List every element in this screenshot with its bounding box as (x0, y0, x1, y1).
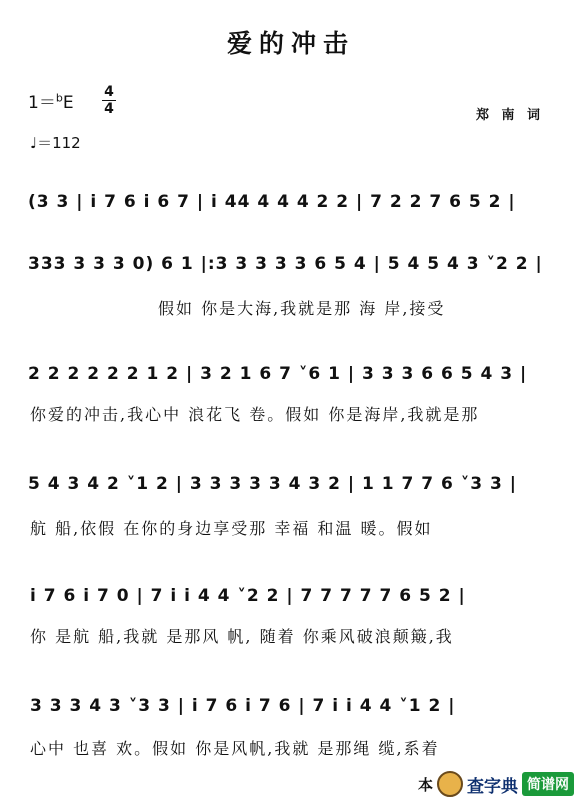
song-title: 爱的冲击 (226, 29, 355, 58)
time-signature (102, 84, 116, 117)
lyricist-credit: 郑 南 词 (476, 108, 545, 123)
score-line-1 (0, 190, 582, 218)
score-line-5 (0, 584, 582, 612)
notes-line-3: 2 2 2 2 2 2 1 2 | 3 2 1 6 7 ˅6 1 | 3 3 3 6 6 5 4 3 | (28, 364, 528, 384)
meter-bottom: 4 (104, 101, 114, 117)
score-line-6 (0, 694, 582, 722)
key-note: E (62, 93, 74, 113)
mascot-logo-icon (437, 771, 463, 797)
watermark-brand: 查字典 (467, 776, 518, 797)
notes-line-4: 5 4 3 4 2 ˅1 2 | 3 3 3 3 3 4 3 2 | 1 1 7 7 6 ˅3 3 | (28, 474, 517, 494)
key-prefix: 1＝ (28, 93, 56, 113)
notes-line-5: i 7 6 i 7 0 | 7 i i 4 4 ˅2 2 | 7 7 7 7 7 6 5 2 | (30, 586, 466, 606)
notes-line-1: (3 3 | i 7 6 i 6 7 | i 44 4 4 4 2 2 | 7 2 2 7 6 5 2 | (28, 192, 516, 212)
score-line-3 (0, 362, 582, 390)
watermark-tag: 简谱网 (522, 772, 574, 796)
lyric-line-5: 你 是航 船,我就 是那风 帆, 随着 你乘风破浪颠簸,我 (30, 627, 454, 646)
flat-sign: b (55, 91, 63, 105)
lyric-line-6: 心中 也喜 欢。假如 你是风帆,我就 是那绳 缆,系着 (30, 739, 440, 758)
meter-top: 4 (104, 84, 114, 100)
notes-line-2: 333 3 3 3 0) 6 1 |:3 3 3 3 3 6 5 4 | 5 4 5 4 3 ˅2 2 | (28, 254, 543, 274)
site-watermark (418, 771, 574, 797)
notes-line-6: 3 3 3 4 3 ˅3 3 | i 7 6 i 7 6 | 7 i i 4 4 ˅1 2 | (30, 696, 456, 716)
lyric-line-4: 航 船,依假 在你的身边享受那 幸福 和温 暖。假如 (30, 519, 433, 538)
score-line-4 (0, 472, 582, 500)
lyric-line-3: 你爱的冲击,我心中 浪花飞 卷。假如 你是海岸,我就是那 (30, 405, 480, 424)
lyric-line-2: 假如 你是大海,我就是那 海 岸,接受 (158, 299, 446, 318)
score-line-2 (0, 252, 582, 280)
tempo-marking: ♩＝112 (30, 134, 81, 152)
key-signature (28, 88, 74, 113)
watermark-prefix: 本 (417, 775, 433, 794)
